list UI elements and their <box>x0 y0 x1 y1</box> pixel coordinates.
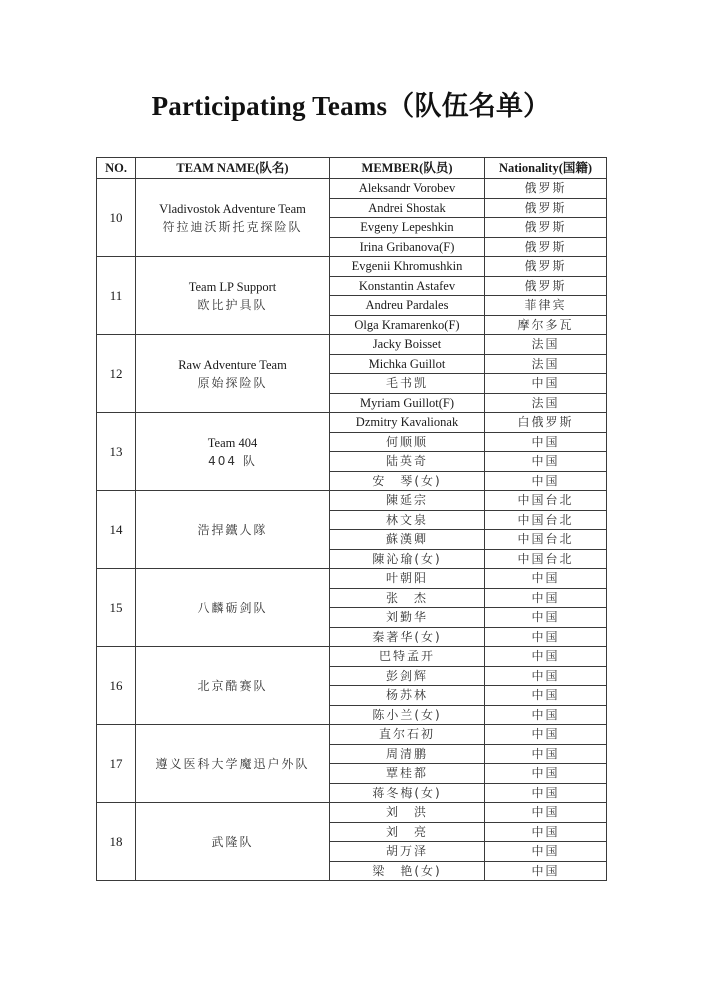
member-name: 覃桂都 <box>330 764 485 784</box>
member-nationality: 中国台北 <box>485 491 607 511</box>
team-name-cell <box>136 725 330 803</box>
team-name-en: Team 404 <box>207 435 258 450</box>
member-nationality: 中国 <box>485 647 607 667</box>
member-nationality: 中国 <box>485 588 607 608</box>
team-name-cn: 八麟砺剑队 <box>197 600 268 615</box>
team-number: 17 <box>97 725 136 803</box>
team-name-cell <box>136 335 330 413</box>
member-name: Konstantin Astafev <box>330 276 485 296</box>
member-nationality: 中国 <box>485 861 607 881</box>
table-row <box>97 569 607 589</box>
member-name: Aleksandr Vorobev <box>330 179 485 199</box>
member-nationality: 法国 <box>485 393 607 413</box>
member-nationality: 中国台北 <box>485 530 607 550</box>
team-name-cell <box>136 803 330 881</box>
team-name-cn: 浩捍鐵人隊 <box>197 522 268 537</box>
member-name: 胡万泽 <box>330 842 485 862</box>
member-nationality: 中国 <box>485 822 607 842</box>
member-nationality: 中国 <box>485 569 607 589</box>
member-name: 林文泉 <box>330 510 485 530</box>
member-name: Dzmitry Kavalionak <box>330 413 485 433</box>
member-name: 张 杰 <box>330 588 485 608</box>
table-header-row <box>97 158 607 179</box>
member-nationality: 中国 <box>485 452 607 472</box>
table-body <box>97 179 607 881</box>
member-name: 周清鹏 <box>330 744 485 764</box>
member-nationality: 俄罗斯 <box>485 218 607 238</box>
member-nationality: 中国 <box>485 432 607 452</box>
table-row <box>97 491 607 511</box>
member-nationality: 中国 <box>485 744 607 764</box>
member-nationality: 中国 <box>485 725 607 745</box>
member-nationality: 中国 <box>485 842 607 862</box>
header-no: NO. <box>97 158 136 179</box>
member-nationality: 中国 <box>485 627 607 647</box>
team-name-cell <box>136 647 330 725</box>
member-name: 刘 洪 <box>330 803 485 823</box>
member-name: 刘 亮 <box>330 822 485 842</box>
member-nationality: 中国 <box>485 666 607 686</box>
member-name: 安 琴(女) <box>330 471 485 491</box>
team-name-en: Team LP Support <box>188 279 277 294</box>
team-name-en: Raw Adventure Team <box>178 357 287 372</box>
member-nationality: 法国 <box>485 335 607 355</box>
member-nationality: 中国 <box>485 783 607 803</box>
team-name-cell <box>136 413 330 491</box>
team-number: 14 <box>97 491 136 569</box>
team-name-cn: 北京酷赛队 <box>197 678 268 693</box>
table-row <box>97 647 607 667</box>
team-name-cell <box>136 179 330 257</box>
member-nationality: 中国 <box>485 764 607 784</box>
member-name: Andreu Pardales <box>330 296 485 316</box>
page-title: Participating Teams（队伍名单） <box>151 91 551 121</box>
member-nationality: 摩尔多瓦 <box>485 315 607 335</box>
member-name: 秦著华(女) <box>330 627 485 647</box>
team-number: 12 <box>97 335 136 413</box>
team-number: 10 <box>97 179 136 257</box>
team-number: 15 <box>97 569 136 647</box>
teams-table <box>96 157 607 881</box>
member-name: 彭剑辉 <box>330 666 485 686</box>
member-nationality: 白俄罗斯 <box>485 413 607 433</box>
team-name-cn: 遵义医科大学魔迅户外队 <box>155 756 310 771</box>
table-row <box>97 803 607 823</box>
table-row <box>97 257 607 277</box>
member-nationality: 中国 <box>485 374 607 394</box>
team-name-cn: 原始探险队 <box>197 375 268 390</box>
member-name: Olga Kramarenko(F) <box>330 315 485 335</box>
member-nationality: 中国 <box>485 803 607 823</box>
member-name: 陳沁瑜(女) <box>330 549 485 569</box>
table-row <box>97 335 607 355</box>
member-name: 梁 艳(女) <box>330 861 485 881</box>
member-name: Evgeny Lepeshkin <box>330 218 485 238</box>
team-name-cn: 404 队 <box>208 453 257 468</box>
team-name-cell <box>136 257 330 335</box>
team-name-cell <box>136 569 330 647</box>
member-nationality: 俄罗斯 <box>485 198 607 218</box>
member-nationality: 中国 <box>485 686 607 706</box>
table-row <box>97 413 607 433</box>
member-name: 刘勤华 <box>330 608 485 628</box>
team-number: 11 <box>97 257 136 335</box>
team-number: 13 <box>97 413 136 491</box>
header-team-name: TEAM NAME(队名) <box>136 158 330 179</box>
team-number: 18 <box>97 803 136 881</box>
team-name-en: Vladivostok Adventure Team <box>159 201 306 216</box>
member-name: 叶朝阳 <box>330 569 485 589</box>
team-name-cn: 符拉迪沃斯托克探险队 <box>162 219 303 234</box>
member-nationality: 中国 <box>485 705 607 725</box>
member-name: Andrei Shostak <box>330 198 485 218</box>
member-name: Evgenii Khromushkin <box>330 257 485 277</box>
member-nationality: 中国 <box>485 471 607 491</box>
member-nationality: 中国 <box>485 608 607 628</box>
member-name: 陳延宗 <box>330 491 485 511</box>
member-name: Michka Guillot <box>330 354 485 374</box>
member-name: Irina Gribanova(F) <box>330 237 485 257</box>
table-row <box>97 725 607 745</box>
member-nationality: 法国 <box>485 354 607 374</box>
team-name-cn: 欧比护具队 <box>197 297 268 312</box>
member-nationality: 中国台北 <box>485 510 607 530</box>
team-name-cell <box>136 491 330 569</box>
team-number: 16 <box>97 647 136 725</box>
header-member: MEMBER(队员) <box>330 158 485 179</box>
member-name: 何顺顺 <box>330 432 485 452</box>
member-name: 陆英奇 <box>330 452 485 472</box>
member-name: Jacky Boisset <box>330 335 485 355</box>
member-name: 蒋冬梅(女) <box>330 783 485 803</box>
member-name: 直尔石初 <box>330 725 485 745</box>
member-nationality: 俄罗斯 <box>485 179 607 199</box>
member-nationality: 俄罗斯 <box>485 276 607 296</box>
member-nationality: 菲律宾 <box>485 296 607 316</box>
member-nationality: 俄罗斯 <box>485 237 607 257</box>
member-name: Myriam Guillot(F) <box>330 393 485 413</box>
member-name: 毛书凯 <box>330 374 485 394</box>
member-nationality: 中国台北 <box>485 549 607 569</box>
member-nationality: 俄罗斯 <box>485 257 607 277</box>
member-name: 巴特孟开 <box>330 647 485 667</box>
member-name: 杨苏林 <box>330 686 485 706</box>
table-row <box>97 179 607 199</box>
team-name-cn: 武隆队 <box>211 834 254 849</box>
member-name: 蘇漢卿 <box>330 530 485 550</box>
member-name: 陈小兰(女) <box>330 705 485 725</box>
header-nationality: Nationality(国籍) <box>485 158 607 179</box>
